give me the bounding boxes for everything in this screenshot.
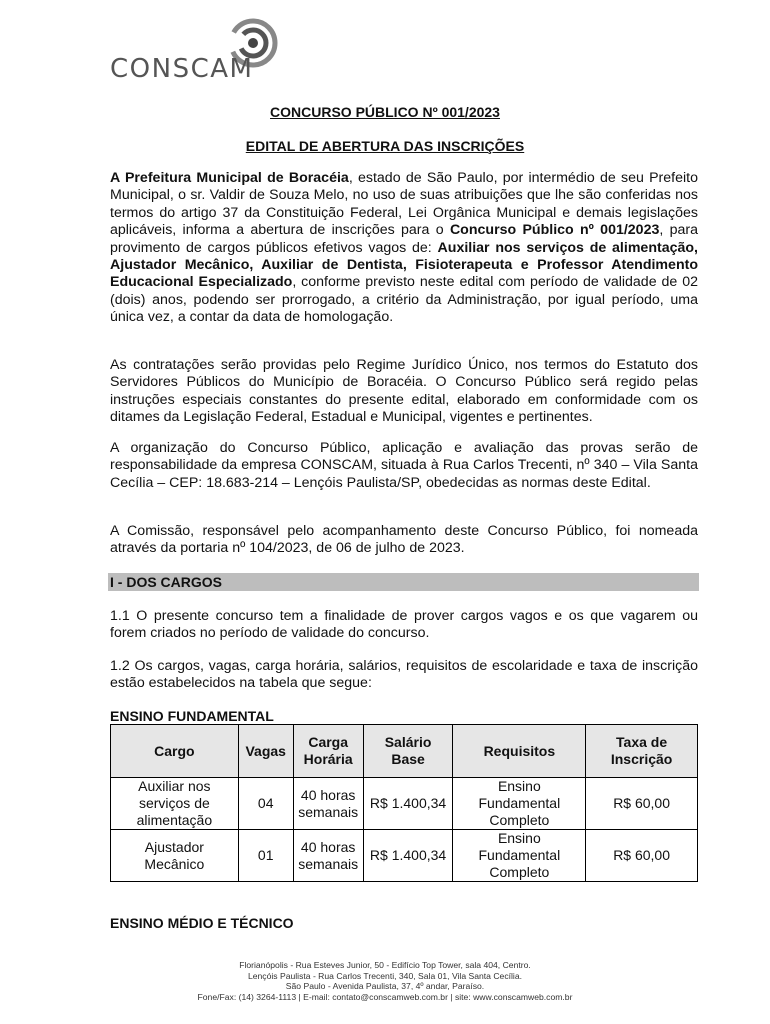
page-footer	[0, 960, 770, 1002]
intro-text-1: , estado de São Paulo, por intermédio de seu Prefeito Municipal, o sr. Valdir de Souza Melo, no uso de suas atribuições que lhe são conferidas nos termos do artigo 37 da Constituição Federal, Lei Orgânica Municipal e demais legislações aplicáveis, informa a abertura de inscrições para o	[110, 170, 698, 239]
paragraph-1-2: 1.2 Os cargos, vagas, carga horária, salários, requisitos de escolaridade e taxa de inscrição estão estabelecidos na tabela que segue:	[110, 658, 698, 692]
document-title: CONCURSO PÚBLICO Nº 001/2023	[270, 104, 500, 120]
document-subtitle: EDITAL DE ABERTURA DAS INSCRIÇÕES	[245, 138, 525, 154]
intro-text-3: , conforme previsto neste edital com período de validade de 02 (dois) anos, podendo ser prorrogado, a critério da Administração, por igual período, uma única vez, a contar da data de homologação.	[110, 274, 698, 326]
cell-salario: R$ 1.400,34	[363, 830, 453, 882]
cell-carga: 40 horas semanais	[293, 830, 363, 882]
intro-bold-2: Concurso Público nº 001/2023	[449, 222, 660, 239]
intro-text-2: , para provimento de cargos públicos efetivos vagos de:	[110, 222, 699, 256]
paragraph-1-1: 1.1 O presente concurso tem a finalidade de prover cargos vagos e os que vagarem ou forem criados no período de validade do concurso.	[110, 608, 698, 642]
next-section-heading: ENSINO MÉDIO E TÉCNICO	[110, 915, 294, 931]
cell-cargo: Auxiliar nos serviços de alimentação	[111, 778, 239, 830]
cargos-table	[110, 724, 698, 882]
cell-cargo: Ajustador Mecânico	[111, 830, 239, 882]
cell-requisitos: Ensino Fundamental Completo	[453, 778, 586, 830]
footer-line: Lençóis Paulista - Rua Carlos Trecenti, 340, Sala 01, Vila Santa Cecília.	[247, 970, 523, 981]
intro-paragraph	[110, 170, 698, 327]
paragraph-regime: As contratações serão providas pelo Regime Jurídico Único, nos termos do Estatuto dos Servidores Públicos do Município de Boracéia. O Concurso Público será regido pelas instruções especiais constantes do presente edital, elaborado em conformidade com os ditames da Legislação Federal, Estadual e Municipal, vigentes e pertinentes.	[110, 357, 698, 426]
conscam-logo	[110, 18, 280, 84]
footer-line: Florianópolis - Rua Esteves Junior, 50 - Edifício Top Tower, sala 404, Centro.	[239, 960, 531, 970]
table-row	[111, 778, 698, 830]
intro-bold-1: A Prefeitura Municipal de Boracéia	[110, 170, 349, 186]
table-row	[111, 830, 698, 882]
paragraph-comissao: A Comissão, responsável pelo acompanhamento deste Concurso Público, foi nomeada através da portaria nº 104/2023, de 06 de julho de 2023.	[110, 523, 698, 557]
header-salario: Salário Base	[363, 725, 453, 778]
cell-salario: R$ 1.400,34	[363, 778, 453, 830]
cell-vagas: 01	[238, 830, 293, 882]
header-requisitos: Requisitos	[453, 725, 586, 778]
footer-line: Fone/Fax: (14) 3264-1113 | E-mail: contato@conscamweb.com.br | site: www.conscamweb.com.br	[197, 991, 573, 1002]
table-caption: ENSINO FUNDAMENTAL	[110, 708, 274, 724]
header-carga: Carga Horária	[293, 725, 363, 778]
logo-text: CONSCAM	[110, 54, 254, 84]
cell-vagas: 04	[238, 778, 293, 830]
cell-carga: 40 horas semanais	[293, 778, 363, 830]
cell-requisitos: Ensino Fundamental Completo	[453, 830, 586, 882]
cell-taxa: R$ 60,00	[586, 830, 698, 882]
cell-taxa: R$ 60,00	[586, 778, 698, 830]
table-header-row	[111, 725, 698, 778]
footer-line: São Paulo - Avenida Paulista, 37, 4º andar, Paraíso.	[285, 981, 485, 991]
header-taxa: Taxa de Inscrição	[586, 725, 698, 778]
section-heading-cargos: I - DOS CARGOS	[108, 573, 699, 591]
intro-bold-3: Auxiliar nos serviços de alimentação, Ajustador Mecânico, Auxiliar de Dentista, Fisioterapeuta e Professor Atendimento Educacional Especializado	[110, 239, 698, 291]
header-cargo: Cargo	[111, 725, 239, 778]
paragraph-organizacao: A organização do Concurso Público, aplicação e avaliação das provas serão de responsabilidade da empresa CONSCAM, situada à Rua Carlos Trecenti, nº 340 – Vila Santa Cecília – CEP: 18.683-214 – Lençóis Paulista/SP, obedecidas as normas deste Edital.	[110, 440, 698, 491]
header-vagas: Vagas	[238, 725, 293, 778]
